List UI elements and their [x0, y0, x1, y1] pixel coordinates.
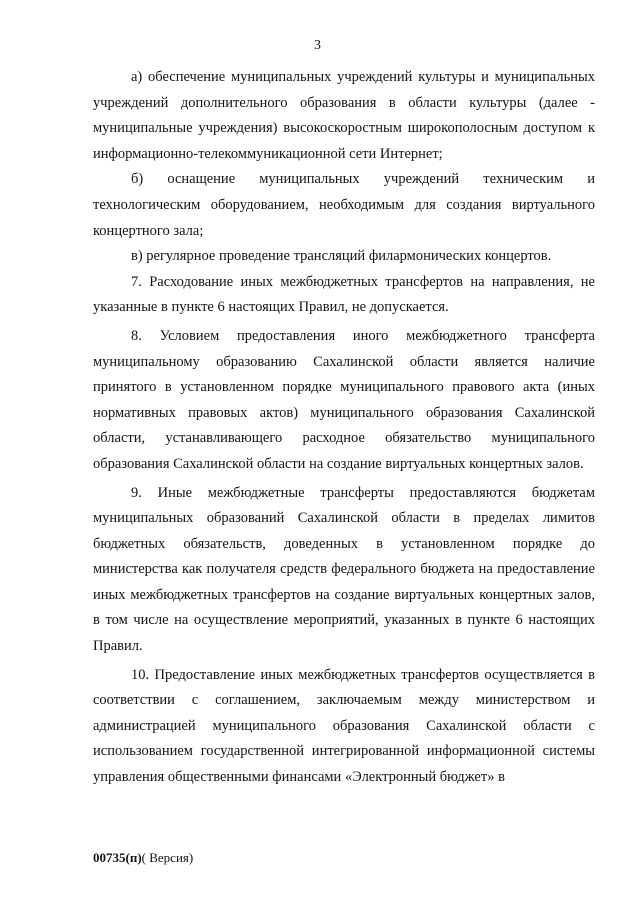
paragraph-10: 10. Предоставление иных межбюджетных трансфертов осуществляется в соответствии с соглашением, заключаемым между министерством и администрацией муниципального образования Сахалинской области с использованием государственной интегрированной информационной системы управления общественными финансами «Электронный бюджет» в — [93, 666, 595, 786]
paragraph-6a: а) обеспечение муниципальных учреждений культуры и муниципальных учреждений дополнительного образования в области культуры (далее - муниципальные учреждения) высокоскоростным широкополосным доступом к информационно-телекоммуникационной сети Интернет; — [93, 69, 595, 162]
page-number: 3 — [314, 38, 321, 53]
paragraph-6b: б) оснащение муниципальных учреждений техническим и технологическим оборудованием, необходимым для создания виртуального концертного зала; — [93, 171, 595, 239]
paragraph-7: 7. Расходование иных межбюджетных трансфертов на направления, не указанные в пункте 6 настоящих Правил, не допускается. — [93, 273, 595, 316]
paragraph-9: 9. Иные межбюджетные трансферты предоставляются бюджетам муниципальных образований Сахалинской области в пределах лимитов бюджетных обязательств, доведенных в установленном порядке до министерства как получателя средств федерального бюджета на предоставление иных межбюджетных трансфертов на создание виртуальных концертных залов, в том числе на осуществление мероприятий, указанных в пункте 6 настоящих Правил. — [93, 484, 595, 655]
document-footer — [93, 850, 193, 866]
document-version: ( Версия) — [141, 850, 194, 865]
document-code: 00735(п) — [93, 850, 142, 865]
paragraph-8: 8. Условием предоставления иного межбюджетного трансферта муниципальному образованию Сахалинской области является наличие принятого в установленном порядке муниципального правового акта (иных нормативных правовых актов) муниципального образования Сахалинской области, устанавливающего расходное обязательство муниципального образования Сахалинской области на создание виртуальных концертных залов. — [93, 327, 595, 472]
paragraph-6c: в) регулярное проведение трансляций филармонических концертов. — [131, 248, 552, 265]
document-body — [93, 65, 595, 791]
